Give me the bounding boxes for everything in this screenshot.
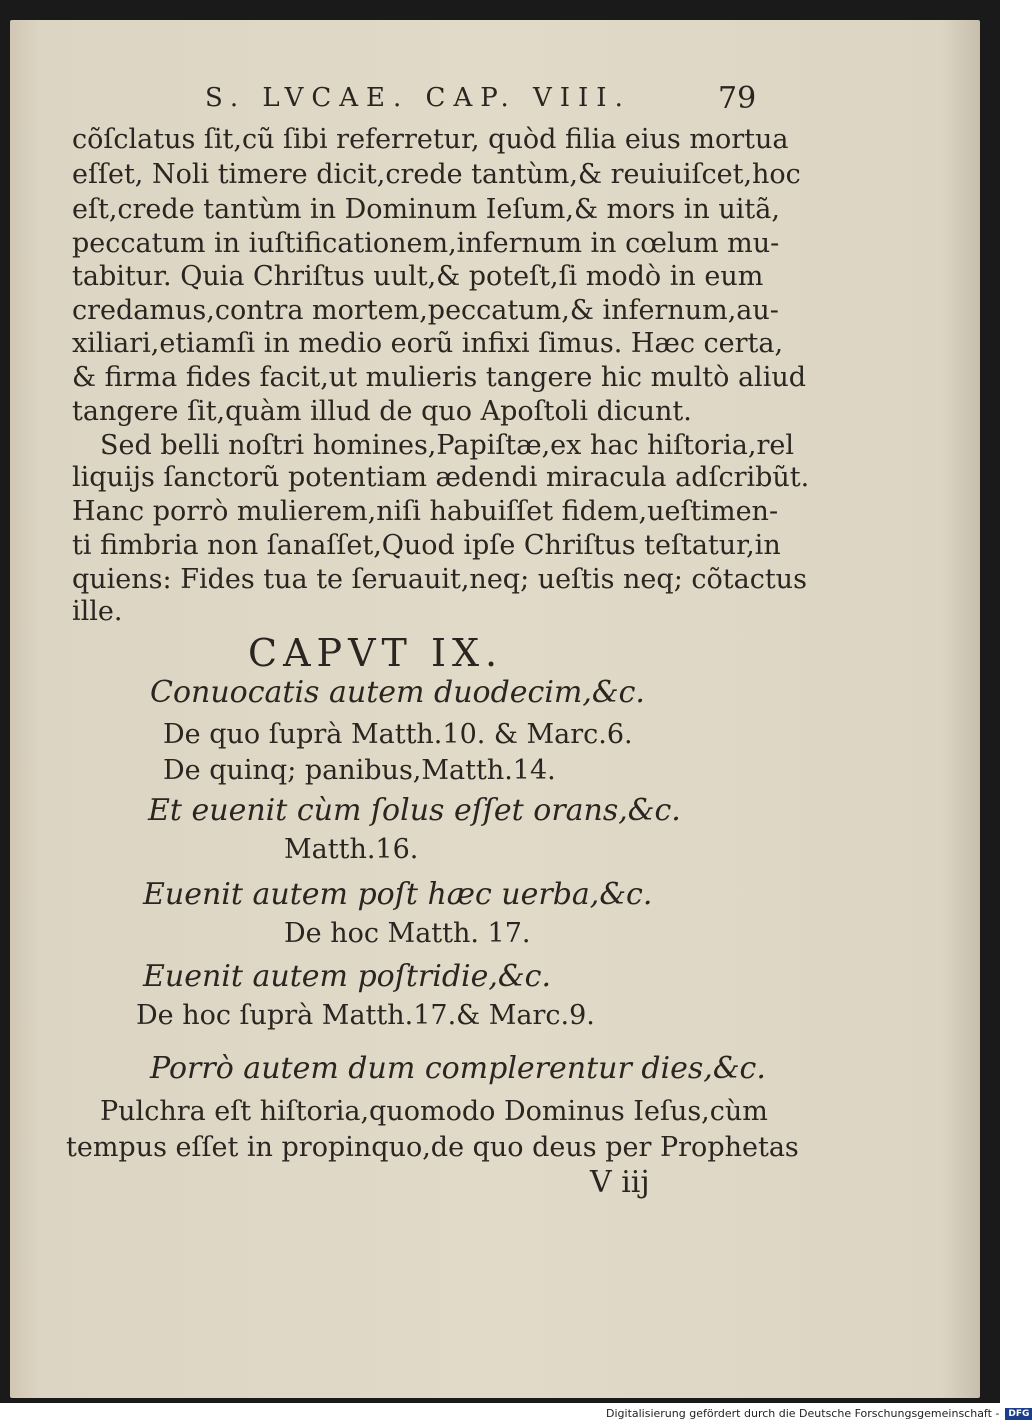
body-line: cõſclatus ſit,cũ ſibi referretur, quòd filia eius mortua [72,124,789,155]
body-line: Hanc porrò mulierem,niſi habuiſſet fidem,ueſtimen- [72,496,779,527]
body-line: ille. [72,596,123,627]
body-line: eſſet, Noli timere dicit,crede tantùm,& reuiuiſcet,hoc [72,159,801,190]
section-lemma: Porrò autem dum complerentur dies,&c. [150,1051,766,1086]
page-number: 79 [718,81,757,116]
section-reference: Matth.16. [284,834,419,865]
section-reference: De hoc ſuprà Matth.17.& Marc.9. [136,1000,595,1031]
body-line: & firma fides facit,ut mulieris tangere hic multò aliud [72,362,806,393]
signature-mark: V iij [590,1165,650,1200]
section-lemma: Euenit autem poſtridie,&c. [143,959,551,994]
body-line: tempus eſſet in propinquo,de quo deus per Prophetas [66,1132,799,1163]
chapter-heading: CAPVT IX. [248,631,504,675]
section-reference: De quo ſuprà Matth.10. & Marc.6. [163,719,633,750]
body-line: eſt,crede tantùm in Dominum Ieſum,& mors in uitã, [72,194,780,225]
body-line: xiliari,etiamſi in medio eorũ infixi ſimus. Hæc certa, [72,328,784,359]
body-line: credamus,contra mortem,peccatum,& infernum,au- [72,295,779,326]
footer-text: Digitalisierung gefördert durch die Deutsche Forschungsgemeinschaft - [606,1407,1000,1420]
body-line: Pulchra eſt hiſtoria,quomodo Dominus Ieſus,cùm [100,1096,768,1127]
body-line: liquijs ſanctorũ potentiam ædendi miracula adſcribũt. [72,462,810,493]
section-lemma: Euenit autem poſt hæc uerba,&c. [143,877,653,912]
dfg-logo: DFG [1005,1408,1032,1420]
footer-credit [606,1407,1032,1420]
section-lemma: Conuocatis autem duodecim,&c. [150,675,645,710]
body-line: quiens: Fides tua te ſeruauit,neq; ueſtis neq; cõtactus [72,564,807,595]
section-lemma: Et euenit cùm ſolus eſſet orans,&c. [148,793,681,828]
body-line: ti fimbria non ſanaſſet,Quod ipſe Chriſtus teſtatur,in [72,530,781,561]
section-reference: De hoc Matth. 17. [284,918,531,949]
section-reference: De quinq; panibus,Matth.14. [163,755,556,786]
body-line: tabitur. Quia Chriſtus uult,& poteſt,ſi modò in eum [72,261,764,292]
running-title: S. LVCAE. CAP. VIII. [205,83,631,113]
body-line: tangere ſit,quàm illud de quo Apoſtoli dicunt. [72,396,692,427]
body-line: Sed belli noſtri homines,Papiſtæ,ex hac hiſtoria,rel [100,430,795,461]
body-line: peccatum in iuſtificationem,infernum in cœlum mu- [72,228,780,259]
